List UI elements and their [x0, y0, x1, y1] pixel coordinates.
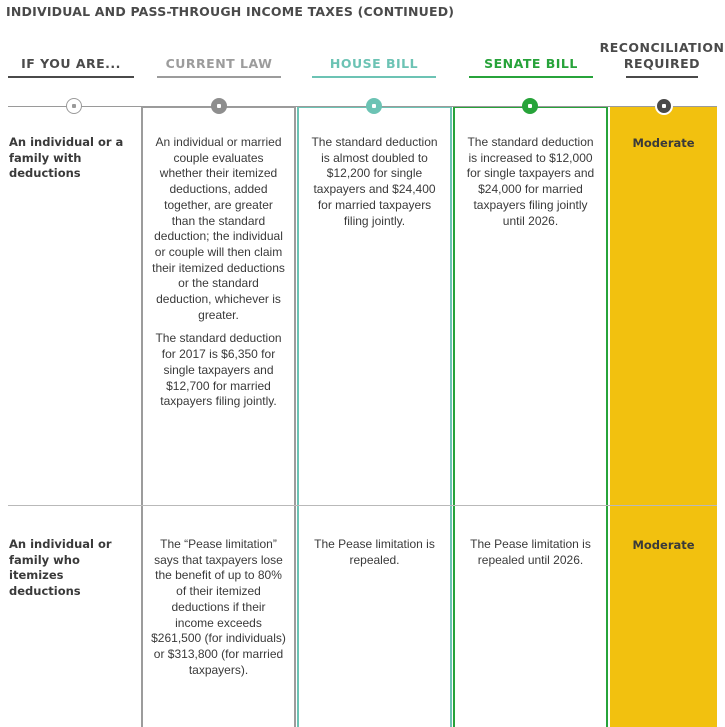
header-current-law: CURRENT LAW	[157, 40, 281, 72]
house-bill-cell: The Pease limitation is repealed.	[314, 537, 435, 567]
marker-dot	[528, 104, 532, 108]
current-law-paragraph: An individual or married couple evaluates whether their itemized deductions, added together, are greater than the standard deduction; the individual or couple will then claim their itemized deductions or the standard deduction, whichever is greater.	[152, 135, 285, 322]
header-house-bill: HOUSE BILL	[312, 40, 436, 72]
row-divider	[8, 505, 717, 506]
senate-bill-cell: The standard deduction is increased to $12,000 for single taxpayers and $24,000 for married taxpayers filing jointly until 2026.	[466, 135, 595, 228]
current-law-paragraph: The “Pease limitation” says that taxpayers lose the benefit of up to 80% of their itemized deductions if their income exceeds $261,500 (for individuals) or $313,800 (for married taxpayers).	[151, 537, 286, 677]
header-underline	[157, 76, 281, 78]
marker-dot	[372, 104, 376, 108]
page-title: INDIVIDUAL AND PASS-THROUGH INCOME TAXES (CONTINUED)	[6, 4, 455, 19]
senate-bill-cell: The Pease limitation is repealed until 2026.	[470, 537, 591, 567]
header-underline	[312, 76, 436, 78]
header-senate-bill: SENATE BILL	[469, 40, 593, 72]
marker-dot	[662, 104, 666, 108]
reconciliation-level: Moderate	[632, 136, 695, 150]
marker-dot	[217, 104, 221, 108]
header-underline	[469, 76, 593, 78]
senate-bill-marker-icon	[522, 98, 538, 114]
house-bill-cell: The standard deduction is almost doubled to $12,200 for single taxpayers and $24,400 for married taxpayers filing jointly.	[311, 135, 438, 228]
header-reconciliation-required: RECONCILIATION REQUIRED	[604, 40, 720, 72]
if-you-are-marker-icon	[66, 98, 82, 114]
marker-dot	[72, 104, 76, 108]
header-underline	[8, 76, 134, 78]
reconciliation-level: Moderate	[632, 538, 695, 552]
row-label: An individual or family who itemizes deductions	[9, 537, 112, 599]
current-law-marker-icon	[211, 98, 227, 114]
reconciliation-column	[610, 106, 717, 727]
current-law-cell	[151, 537, 286, 686]
header-if-you-are: IF YOU ARE...	[8, 40, 134, 72]
header-divider-line	[8, 106, 717, 107]
row-label: An individual or a family with deductions	[9, 135, 124, 181]
current-law-cell	[151, 135, 286, 418]
header-underline	[626, 76, 698, 78]
current-law-paragraph: The standard deduction for 2017 is $6,350 for single taxpayers and $12,700 for married taxpayers filing jointly.	[155, 331, 282, 409]
house-bill-marker-icon	[366, 98, 382, 114]
reconciliation-marker-icon	[655, 97, 673, 115]
